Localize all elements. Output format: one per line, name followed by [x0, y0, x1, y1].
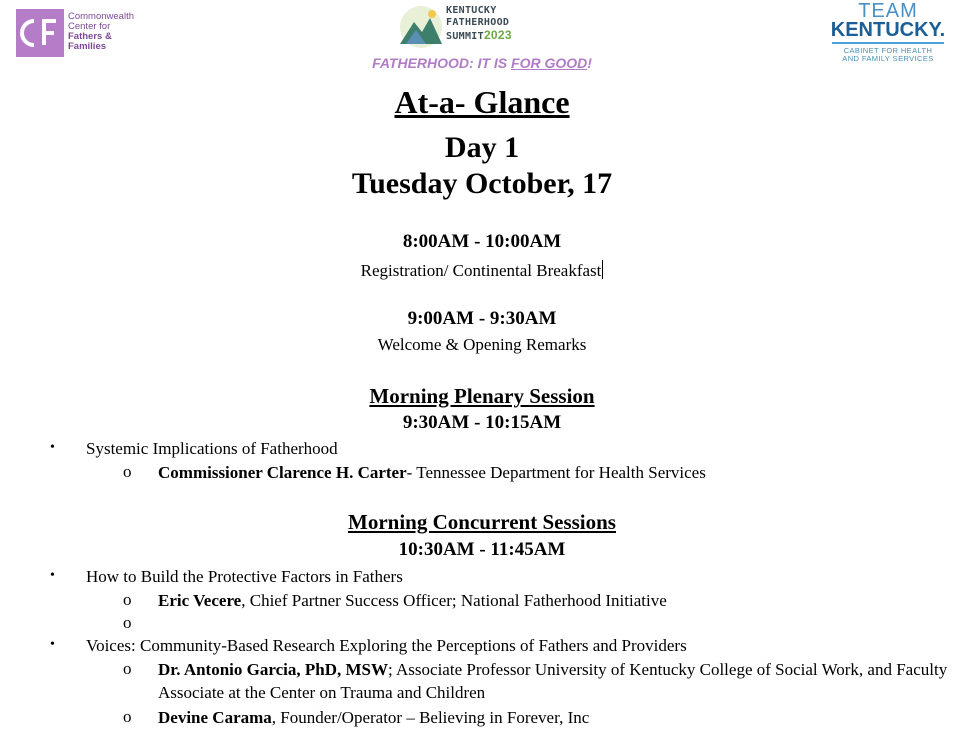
- ccff-logo: [16, 9, 140, 57]
- date-heading: Tuesday October, 17: [351, 167, 613, 200]
- text-cursor: [602, 260, 603, 279]
- sub-bullet-icon: o: [123, 659, 132, 678]
- speaker-item: Eric Vecere, Chief Partner Success Officer; National Fatherhood Initiative: [158, 591, 667, 610]
- ccff-logo-text: Commonwealth Center for Fathers & Families: [68, 11, 134, 52]
- bullet-icon: •: [50, 637, 55, 652]
- tagline: FATHERHOOD: IT IS FOR GOOD!: [372, 55, 592, 71]
- schedule-time: 9:00AM - 9:30AM: [407, 308, 557, 329]
- bullet-icon: •: [50, 440, 55, 455]
- sub-bullet-icon: o: [123, 707, 132, 726]
- section-time: 9:30AM - 10:15AM: [402, 412, 562, 433]
- schedule-description: Registration/ Continental Breakfast: [360, 261, 602, 280]
- section-heading: Morning Plenary Session: [369, 384, 595, 408]
- schedule-time: 8:00AM - 10:00AM: [402, 231, 562, 252]
- section-time: 10:30AM - 11:45AM: [398, 539, 566, 560]
- ccff-logo-mark: [16, 9, 64, 57]
- summit-logo-text: KENTUCKY FATHERHOOD SUMMIT2023: [446, 5, 512, 42]
- bullet-icon: •: [50, 568, 55, 583]
- section-heading: Morning Concurrent Sessions: [348, 510, 616, 534]
- logo-divider: [832, 42, 944, 44]
- schedule-description: Welcome & Opening Remarks: [377, 335, 587, 354]
- sub-bullet-icon: o: [123, 613, 132, 632]
- mountain-icon: [398, 4, 444, 50]
- sub-bullet-icon: o: [123, 590, 132, 609]
- team-kentucky-logo: TEAM KENTUCKY. CABINET FOR HEALTH AND FAMILY SERVICES: [830, 0, 946, 63]
- speaker-item: Dr. Antonio Garcia, PhD, MSW; Associate Professor University of Kentucky College of Social Work, and Faculty Associate at the Center on Trauma and Children: [158, 660, 948, 702]
- speaker-item: Devine Carama, Founder/Operator – Believing in Forever, Inc: [158, 708, 590, 727]
- day-heading: Day 1: [444, 131, 520, 164]
- page-title: At-a- Glance: [394, 84, 570, 120]
- sub-bullet-icon: o: [123, 462, 132, 481]
- speaker-item: Commissioner Clarence H. Carter- Tennessee Department for Health Services: [158, 463, 706, 482]
- kentucky-fatherhood-summit-logo: [398, 2, 520, 52]
